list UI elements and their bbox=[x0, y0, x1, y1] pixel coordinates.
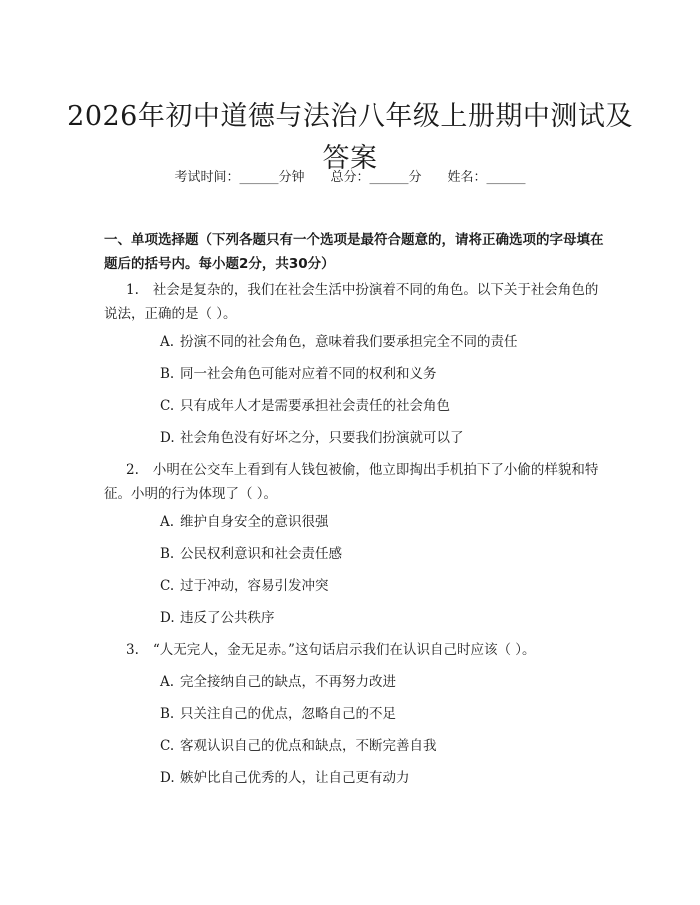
question-number: 3. bbox=[126, 642, 139, 658]
option-letter: D. bbox=[160, 610, 175, 626]
option-letter: C. bbox=[160, 398, 175, 414]
question-text: “人无完人，金无足赤。”这句话启示我们在认识自己时应该（ ）。 bbox=[152, 642, 536, 658]
question-3-option-b bbox=[160, 704, 600, 724]
question-text: 社会是复杂的，我们在社会生活中扮演着不同的角色。以下关于社会角色的说法，正确的是（ ）。 bbox=[104, 282, 599, 322]
question-3 bbox=[104, 638, 604, 662]
option-text: 扮演不同的社会角色，意味着我们要承担完全不同的责任 bbox=[180, 334, 518, 350]
exam-title: 2026年初中道德与法治八年级上册期中测试及答案 bbox=[67, 101, 633, 175]
question-1-option-d bbox=[160, 428, 600, 448]
question-number: 1. bbox=[126, 282, 139, 298]
option-text: 违反了公共秩序 bbox=[180, 610, 275, 626]
exam-time-label: 考试时间：______分钟 bbox=[174, 170, 305, 185]
question-1-option-b bbox=[160, 364, 600, 384]
option-letter: A. bbox=[160, 674, 175, 690]
option-letter: C. bbox=[160, 578, 175, 594]
question-1 bbox=[104, 278, 604, 326]
question-3-option-c bbox=[160, 736, 600, 756]
section-heading: 一、单项选择题（下列各题只有一个选项是最符合题意的，请将正确选项的字母填在题后的括号内。每小题2分，共30分） bbox=[104, 232, 604, 272]
option-text: 社会角色没有好坏之分，只要我们扮演就可以了 bbox=[180, 430, 464, 446]
option-letter: D. bbox=[160, 430, 175, 446]
option-letter: D. bbox=[160, 770, 175, 786]
option-letter: B. bbox=[160, 706, 175, 722]
option-text: 嫉妒比自己优秀的人，让自己更有动力 bbox=[180, 770, 410, 786]
exam-score-label: 总分：______分 bbox=[330, 170, 422, 185]
option-letter: C. bbox=[160, 738, 175, 754]
question-3-option-a bbox=[160, 672, 600, 692]
option-text: 只关注自己的优点，忽略自己的不足 bbox=[180, 706, 396, 722]
exam-name-label: 姓名：______ bbox=[447, 170, 526, 185]
option-letter: A. bbox=[160, 514, 175, 530]
question-2-option-d bbox=[160, 608, 600, 628]
question-2-option-b bbox=[160, 544, 600, 564]
question-2-option-c bbox=[160, 576, 600, 596]
question-1-option-a bbox=[160, 332, 600, 352]
option-text: 只有成年人才是需要承担社会责任的社会角色 bbox=[180, 398, 450, 414]
question-text: 小明在公交车上看到有人钱包被偷，他立即掏出手机拍下了小偷的样貌和特征。小明的行为体现了（ ）。 bbox=[104, 462, 599, 502]
option-text: 客观认识自己的优点和缺点，不断完善自我 bbox=[180, 738, 437, 754]
question-3-option-d bbox=[160, 768, 600, 788]
question-number: 2. bbox=[126, 462, 139, 478]
option-text: 过于冲动，容易引发冲突 bbox=[180, 578, 329, 594]
option-text: 同一社会角色可能对应着不同的权利和义务 bbox=[180, 366, 437, 382]
question-1-option-c bbox=[160, 396, 600, 416]
option-letter: B. bbox=[160, 366, 175, 382]
exam-meta bbox=[0, 168, 700, 188]
option-text: 完全接纳自己的缺点，不再努力改进 bbox=[180, 674, 396, 690]
option-text: 公民权利意识和社会责任感 bbox=[180, 546, 342, 562]
question-2-option-a bbox=[160, 512, 600, 532]
option-letter: B. bbox=[160, 546, 175, 562]
option-text: 维护自身安全的意识很强 bbox=[180, 514, 329, 530]
option-letter: A. bbox=[160, 334, 175, 350]
question-2 bbox=[104, 458, 604, 506]
